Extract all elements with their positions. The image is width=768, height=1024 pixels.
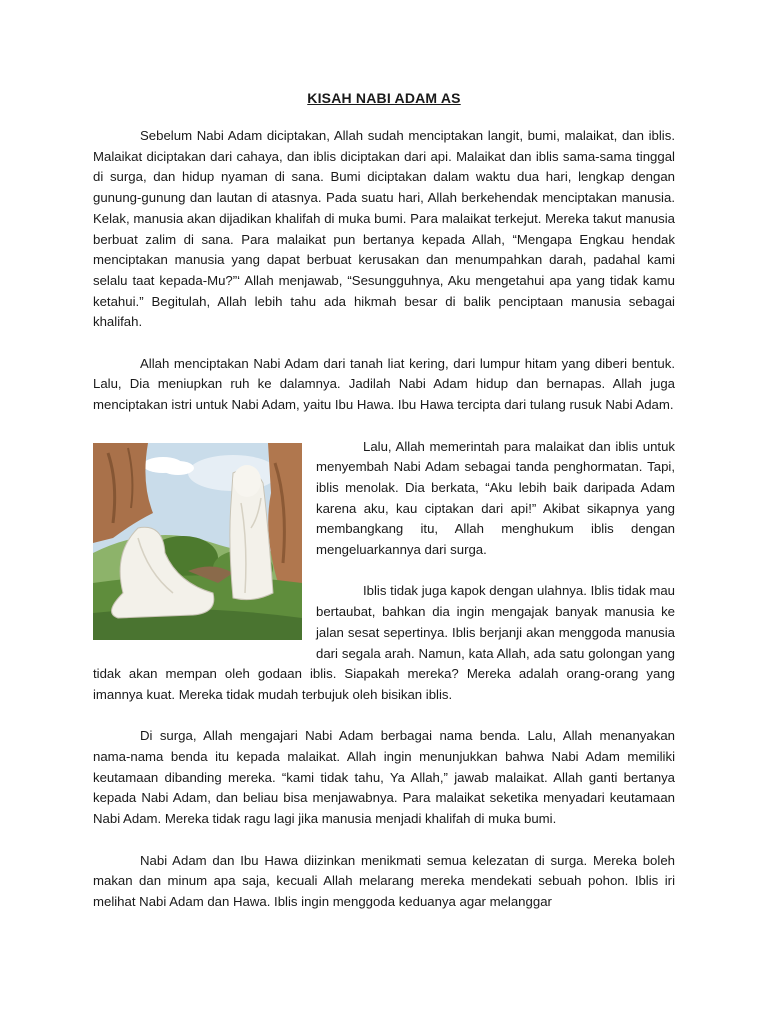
- story-illustration: [93, 443, 302, 640]
- paragraph-6: Nabi Adam dan Ibu Hawa diizinkan menikmati semua kelezatan di surga. Mereka boleh makan dan minum apa saja, kecuali Allah melarang mereka mendekati sebuah pohon. Iblis iri melihat Nabi Adam dan Hawa. Iblis ingin menggoda keduanya agar melanggar: [93, 852, 675, 909]
- paragraph-2: Allah menciptakan Nabi Adam dari tanah liat kering, dari lumpur hitam yang diberi bentuk. Lalu, Dia meniupkan ruh ke dalamnya. Jadilah Nabi Adam hidup dan bernapas. Allah juga menciptakan istri untuk Nabi Adam, yaitu Ibu Hawa. Ibu Hawa tercipta dari tulang rusuk Nabi Adam.: [93, 355, 675, 413]
- document-title: KISAH NABI ADAM AS: [307, 90, 461, 106]
- document-body: [93, 126, 675, 933]
- paragraph-5: Di surga, Allah mengajari Nabi Adam berbagai nama benda. Lalu, Allah menanyakan nama-nama benda itu kepada malaikat. Allah ingin menunjukkan bahwa Nabi Adam memiliki keutamaan dibanding mereka. “kami tidak tahu, Ya Allah,” jawab malaikat. Allah ganti bertanya kepada Nabi Adam, dan beliau bisa menjawabnya. Para malaikat seketika menyadari keutamaan Nabi Adam. Mereka tidak ragu lagi jika manusia menjadi khalifah di muka bumi.: [93, 728, 675, 827]
- paragraph-1: Sebelum Nabi Adam diciptakan, Allah sudah menciptakan langit, bumi, malaikat, dan iblis. Malaikat diciptakan dari cahaya, dan iblis diciptakan dari api. Malaikat dan iblis sama-sama tinggal di surga, dan hidup nyaman di sana. Bumi diciptakan dalam waktu dua hari, lengkap dengan gunung-gunung dan lautan di atasnya. Pada suatu hari, Allah berkehendak menciptakan manusia. Kelak, manusia akan dijadikan khalifah di muka bumi. Para malaikat terkejut. Mereka takut manusia berbuat zalim di sana. Para malaikat pun bertanya kepada Allah, “Mengapa Engkau hendak menciptakan manusia yang dapat berbuat kerusakan dan menumpahkan darah, padahal kami selalu taat kepada-Mu?”‘ Allah menjawab, “Sesungguhnya, Aku mengetahui apa yang tidak kamu ketahui.” Begitulah, Allah lebih tahu ada hikmah besar di balik penciptaan manusia sebagai khalifah.: [93, 128, 675, 330]
- paragraph-3: Lalu, Allah memerintah para malaikat dan iblis untuk menyembah Nabi Adam sebagai tanda penghormatan. Tapi, iblis menolak. Dia berkata, “Aku lebih baik daripada Adam karena aku, kau ciptakan dari api!” Akibat sikapnya yang membangkang itu, Allah menghukum iblis dengan mengeluarkannya dari surga.: [316, 438, 675, 558]
- paragraph-4: Iblis tidak juga kapok dengan ulahnya. Iblis tidak mau bertaubat, bahkan dia ingin mengajak banyak manusia ke jalan sesat sepertinya. Iblis berjanji akan menggoda manusia dari segala arah. Namun, kata Allah, ada satu golongan yang tidak akan mempan oleh godaan iblis. Siapakah mereka? Mereka adalah orang-orang yang imannya kuat. Mereka tidak mudah terbujuk oleh bisikan iblis.: [93, 583, 675, 702]
